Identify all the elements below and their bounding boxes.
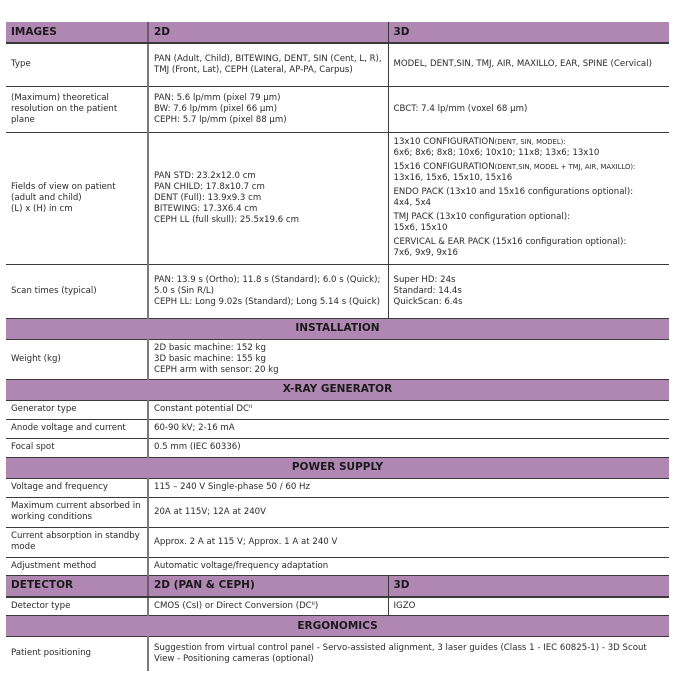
table-row <box>6 557 669 575</box>
weight-item: CEPH arm with sensor: 20 kg <box>154 364 279 375</box>
config-title: CERVICAL & EAR PACK (15x16 configuration optional): <box>393 237 627 247</box>
row-label <box>6 132 148 264</box>
config-values: 15x6, 15x10 <box>393 223 448 233</box>
row-label: Current absorption in standby mode <box>6 527 148 557</box>
table-row-scan-times <box>6 264 669 318</box>
spec-table <box>6 22 669 671</box>
row-value: Approx. 2 A at 115 V; Approx. 1 A at 240 V <box>148 527 669 557</box>
config-values: 4x4, 5x4 <box>393 198 432 208</box>
row-label: Scan times (typical) <box>6 264 148 318</box>
fov-2d-item: BITEWING: 17.3X6.4 cm <box>154 203 258 214</box>
row-label: Patient positioning <box>6 637 148 671</box>
detector-2d-value: CMOS (CsI) or Direct Conversion (DCᴵᴵ) <box>148 597 388 616</box>
col-2d-header: 2D <box>148 22 388 43</box>
fov-2d-item: CEPH LL (full skull): 25.5x19.6 cm <box>154 214 300 225</box>
table-row-fov <box>6 132 669 264</box>
table-row <box>6 527 669 557</box>
config-values: 7x6, 9x9, 9x16 <box>393 248 458 258</box>
row-label: Anode voltage and current <box>6 419 148 438</box>
row-value: Constant potential DCᴵᴵ <box>148 400 669 419</box>
scan-time-item: PAN: 13.9 s (Ortho); 11.8 s (Standard); 6.0 s (Quick); 5.0 s (Sin R/L) <box>154 274 381 296</box>
type-3d-value: MODEL, DENT,SIN, TMJ, AIR, MAXILLO, EAR, SPINE (Cervical) <box>388 43 669 86</box>
config-note: (DENT, SIN, MODEL): <box>494 138 566 146</box>
table-row-type <box>6 43 669 86</box>
section-power-supply <box>6 457 669 478</box>
resolution-pan: PAN: 5.6 lp/mm (pixel 79 µm) <box>154 92 281 103</box>
section-ergonomics <box>6 616 669 637</box>
row-label: Generator type <box>6 400 148 419</box>
fov-2d-value <box>148 132 388 264</box>
table-row <box>6 478 669 497</box>
row-value: Automatic voltage/frequency adaptation <box>148 557 669 575</box>
row-label: Weight (kg) <box>6 339 148 379</box>
detector-header: DETECTOR <box>6 575 148 597</box>
table-row <box>6 419 669 438</box>
fov-label-line: (L) x (H) in cm <box>11 203 73 214</box>
config-note: (DENT,SIN, MODEL + TMJ, AIR, MAXILLO): <box>494 163 636 171</box>
scan-time-item: Super HD: 24s <box>393 274 456 285</box>
fov-3d-value <box>388 132 669 264</box>
fov-2d-item: DENT (Full): 13.9x9.3 cm <box>154 192 262 203</box>
images-header-row <box>6 22 669 43</box>
fov-3d-config <box>394 162 665 184</box>
images-header: IMAGES <box>6 22 148 43</box>
section-xray-generator <box>6 379 669 400</box>
row-label: Adjustment method <box>6 557 148 575</box>
table-row-detector-type <box>6 597 669 616</box>
section-title: X-RAY GENERATOR <box>6 379 669 400</box>
weight-item: 3D basic machine: 155 kg <box>154 353 266 364</box>
section-installation <box>6 318 669 339</box>
scan-time-item: Standard: 14.4s <box>393 285 462 296</box>
table-row-weight <box>6 339 669 379</box>
row-label: Focal spot <box>6 438 148 457</box>
fov-3d-config <box>394 237 665 259</box>
section-title: INSTALLATION <box>6 318 669 339</box>
type-2d-value: PAN (Adult, Child), BITEWING, DENT, SIN (Cent, L, R), TMJ (Front, Lat), CEPH (Lateral, AP-PA, Carpus) <box>148 43 388 86</box>
resolution-bw: BW: 7.6 lp/mm (pixel 66 µm) <box>154 103 278 114</box>
section-title: ERGONOMICS <box>6 616 669 637</box>
config-values: 6x6; 8x6; 8x8; 10x6; 10x10; 11x8; 13x6; 13x10 <box>393 148 600 158</box>
scan-time-item: QuickScan: 6.4s <box>393 296 463 307</box>
config-values: 13x16, 15x6, 15x10, 15x16 <box>393 173 513 183</box>
config-title: TMJ PACK (13x10 configuration optional): <box>393 212 571 222</box>
fov-3d-config <box>394 137 665 159</box>
row-value: 60-90 kV; 2-16 mA <box>148 419 669 438</box>
row-label: Voltage and frequency <box>6 478 148 497</box>
fov-3d-config <box>394 212 665 234</box>
config-title: 13x10 CONFIGURATION <box>393 137 495 147</box>
row-label: (Maximum) theoretical resolution on the patient plane <box>6 86 148 132</box>
table-row-resolution <box>6 86 669 132</box>
row-value: Suggestion from virtual control panel - Servo-assisted alignment, 3 laser guides (Class 1 - IEC 60825-1) - 3D Scout View - Positioning cameras (optional) <box>154 642 647 664</box>
col-3d-header: 3D <box>388 22 669 43</box>
fov-label-line: (adult and child) <box>11 192 82 203</box>
table-row <box>6 438 669 457</box>
weight-item: 2D basic machine: 152 kg <box>154 342 266 353</box>
table-row <box>6 497 669 527</box>
table-row <box>6 400 669 419</box>
detector-header-row <box>6 575 669 597</box>
row-label: Maximum current absorbed in working conditions <box>6 497 148 527</box>
resolution-3d-value: CBCT: 7.4 lp/mm (voxel 68 µm) <box>388 86 669 132</box>
fov-3d-config <box>394 187 665 209</box>
detector-2d-header: 2D (PAN & CEPH) <box>148 575 388 597</box>
row-value: 20A at 115V; 12A at 240V <box>148 497 669 527</box>
weight-value <box>148 339 669 379</box>
row-label: Type <box>6 43 148 86</box>
spec-table-container <box>6 22 669 671</box>
fov-2d-item: PAN STD: 23.2x12.0 cm <box>154 170 256 181</box>
table-row-patient-positioning <box>6 637 669 671</box>
row-label: Detector type <box>6 597 148 616</box>
scan-times-2d-value <box>148 264 388 318</box>
row-value: 115 – 240 V Single-phase 50 / 60 Hz <box>148 478 669 497</box>
fov-label-line: Fields of view on patient <box>11 181 116 192</box>
fov-2d-item: PAN CHILD: 17.8x10.7 cm <box>154 181 265 192</box>
resolution-ceph: CEPH: 5.7 lp/mm (pixel 88 µm) <box>154 114 287 125</box>
row-value: 0.5 mm (IEC 60336) <box>148 438 669 457</box>
detector-3d-value: IGZO <box>388 597 669 616</box>
resolution-2d-value <box>148 86 388 132</box>
config-title: ENDO PACK (13x10 and 15x16 configurations optional): <box>393 187 634 197</box>
section-title: POWER SUPPLY <box>6 457 669 478</box>
scan-times-3d-value <box>388 264 669 318</box>
config-title: 15x16 CONFIGURATION <box>393 162 495 172</box>
scan-time-item: CEPH LL: Long 9.02s (Standard); Long 5.14 s (Quick) <box>154 296 380 307</box>
detector-3d-header: 3D <box>388 575 669 597</box>
